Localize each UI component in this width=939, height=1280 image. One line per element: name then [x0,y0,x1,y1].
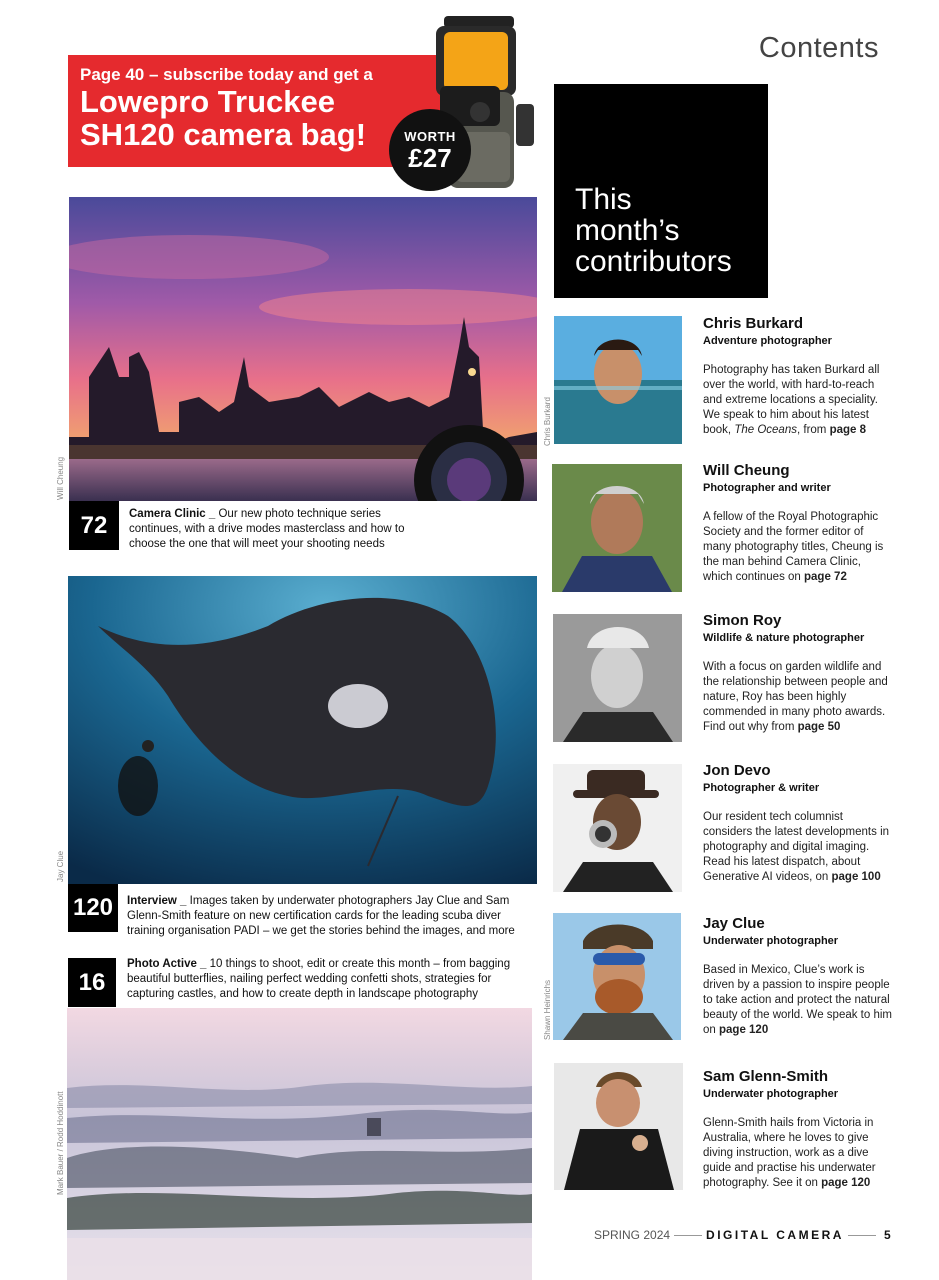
bio-text: Our resident tech columnist considers the latest developments in photography and digital imaging. Read his latest dispatch, about Generative AI videos, on [703,811,890,883]
contributor-card [703,462,893,585]
feature-page-number[interactable]: 16 [68,958,116,1007]
photo-credit-contributor-5: Shawn Heinrichs [543,979,552,1040]
feature-page-number[interactable]: 72 [69,501,119,550]
avatar [554,316,682,444]
page-reference[interactable]: page 100 [831,871,881,883]
promo-headline-a: Lowepro Truckee [80,84,335,119]
page-reference[interactable]: page 50 [797,721,841,733]
contributor-card [703,915,893,1038]
feature-page-number[interactable]: 120 [68,884,118,932]
contributor-name: Jay Clue [703,915,765,932]
page-number: 5 [883,1228,891,1242]
bio-text: Photography has taken Burkard all over the world, with hard-to-reach and extreme locations a speciality. We speak to him about his latest book, [703,364,880,436]
feature-title: Camera Clinic _ [129,508,216,520]
contributor-name: Will Cheung [703,462,790,479]
photo-credit-2: Jay Clue [56,850,65,882]
bio-text: Glenn-Smith hails from Victoria in Australia, where he loves to give diving instruction, work as a dive guide and practise his underwater photography. See it on [703,1117,876,1189]
promo-line-1: Page 40 – subscribe today and get a [80,65,373,84]
feature-title: Interview _ [127,895,187,907]
manta-ray-diver-photo[interactable] [68,576,537,884]
contributor-card [703,1068,893,1191]
avatar [553,913,681,1040]
contributor-role: Underwater photographer [703,935,839,947]
feature-title: Photo Active _ [127,958,207,970]
heading-line-3: contributors [575,245,732,278]
page-reference[interactable]: page 120 [821,1177,871,1189]
worth-badge [389,109,471,191]
contributor-role: Photographer & writer [703,782,820,794]
feature-photo-active[interactable] [127,957,522,1002]
avatar [553,764,682,892]
contributor-name: Simon Roy [703,612,782,629]
promo-headline-b: SH120 camera bag! [80,117,367,152]
contributor-bio [703,510,893,585]
footer-divider [674,1235,702,1236]
promo-headline [80,85,366,151]
contributor-role: Wildlife & nature photographer [703,632,865,644]
page-title: Contents [758,32,879,64]
avatar [554,1063,683,1190]
magazine-name: DIGITAL CAMERA [706,1228,844,1242]
bio-text: With a focus on garden wildlife and the relationship between people and nature, Roy has been highly commended in many photo awards. Find out why from [703,661,888,733]
feature-interview[interactable] [127,894,522,939]
contributor-role: Photographer and writer [703,482,831,494]
contributor-bio [703,363,893,438]
contributor-card [703,762,893,885]
contributor-name: Sam Glenn-Smith [703,1068,829,1085]
contributors-heading-box [554,84,768,298]
westminster-sunset-photo[interactable] [69,197,537,501]
contributors-heading [575,184,732,277]
photo-credit-3: Mark Bauer / Rodd Hoddinott [56,1091,65,1195]
worth-label: WORTH [404,129,456,144]
heading-line-2: month’s [575,214,680,247]
photo-credit-1: Will Cheung [56,456,65,500]
contributor-bio [703,1116,893,1191]
subscription-promo-banner[interactable] [68,55,440,167]
feature-camera-clinic[interactable] [129,507,419,552]
contributor-name: Chris Burkard [703,315,804,332]
worth-value: £27 [408,143,452,173]
page-reference[interactable]: page 8 [829,424,867,436]
feature-text: 10 things to shoot, edit or create this month – from bagging beautiful butterflies, nailing perfect wedding confetti shots, strategies for capturing castles, and how to create depth in landscape photography [127,958,511,1000]
page-reference[interactable]: page 72 [804,571,847,583]
contributor-card [703,612,893,735]
bio-text: Based in Mexico, Clue’s work is driven by a passion to inspire people to take action and protect the natural beauty of the world. We speak to him on [703,964,892,1036]
contributor-bio [703,810,893,885]
bio-text: A fellow of the Royal Photographic Society and the former editor of many photography titles, Cheung is the man behind Camera Clinic, which continues on [703,511,884,583]
contributor-bio [703,963,893,1038]
photo-credit-contributor-1: Chris Burkard [543,397,552,446]
contributor-role: Adventure photographer [703,335,832,347]
page-reference[interactable]: page 120 [719,1024,769,1036]
avatar [552,464,682,592]
footer-divider [848,1235,876,1236]
book-title: The Oceans [734,424,797,436]
heading-line-1: This [575,183,632,216]
feature-text: Images taken by underwater photographers Jay Clue and Sam Glenn-Smith feature on new certification cards for the leading scuba diver training organisation PADI – we get the stories behind the images, and more [127,895,515,937]
misty-landscape-photo[interactable] [67,1008,532,1280]
issue-season: SPRING 2024 [594,1228,671,1242]
page-footer [594,1228,891,1242]
contributor-name: Jon Devo [703,762,771,779]
avatar [553,614,682,742]
feature-text: Our new photo technique series continues, with a drive modes masterclass and how to choose the one that will meet your shooting needs [129,508,405,550]
contributor-bio [703,660,893,735]
bio-text: , from [796,424,830,436]
contributor-card [703,315,893,438]
contributor-role: Underwater photographer [703,1088,839,1100]
